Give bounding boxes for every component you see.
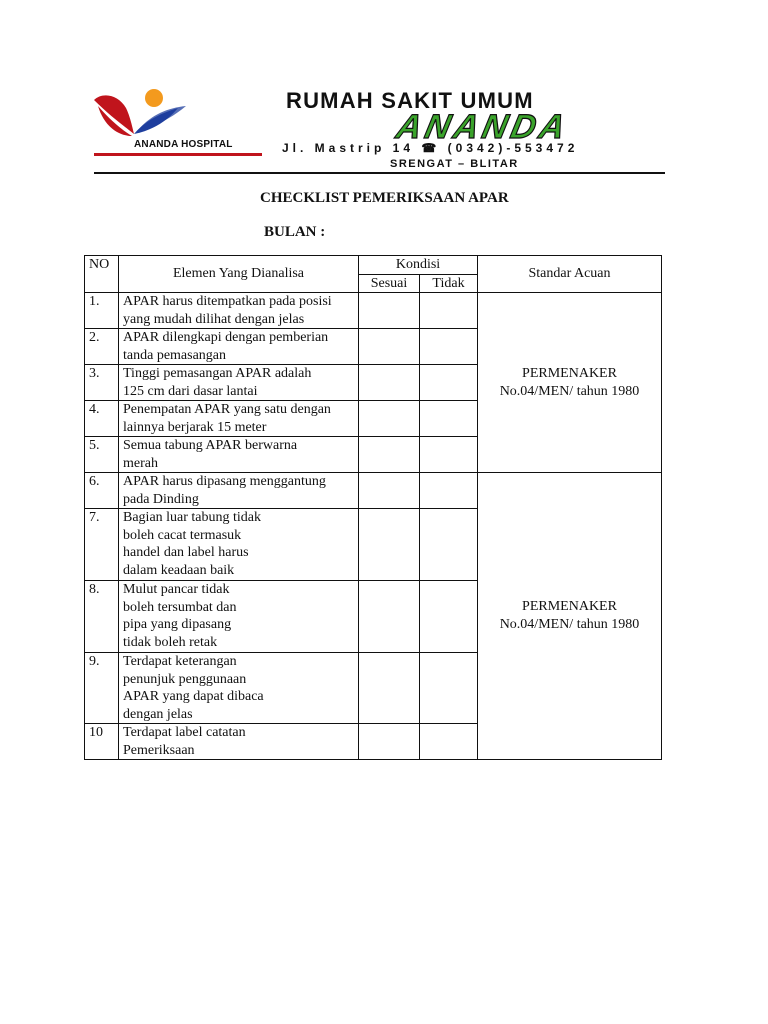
row-element [119,401,359,437]
row-element-line: Tinggi pemasangan APAR adalah [123,366,312,381]
checkbox-sesuai[interactable] [359,509,420,581]
header-not-ok: Tidak [420,274,478,293]
row-element [119,437,359,473]
row-element-line: 125 cm dari dasar lantai [123,383,258,399]
row-element-line: APAR harus ditempatkan pada posisi [123,294,332,309]
row-element-line: Terdapat keterangan [123,654,237,669]
row-element [119,724,359,760]
row-number: 3. [85,365,119,401]
checkbox-tidak[interactable] [420,473,478,509]
header-standard: Standar Acuan [478,256,662,293]
row-number: 4. [85,401,119,437]
standard-reference-2 [478,473,662,760]
row-element-line: penunjuk penggunaan [123,671,247,687]
checkbox-tidak[interactable] [420,365,478,401]
table-row [85,293,662,329]
checkbox-sesuai[interactable] [359,473,420,509]
checkbox-sesuai[interactable] [359,329,420,365]
row-element [119,473,359,509]
row-number: 9. [85,653,119,724]
row-element-line: dalam keadaan baik [123,562,235,578]
standard-line: PERMENAKER [522,599,617,614]
header-ok: Sesuai [359,274,420,293]
document-title: CHECKLIST PEMERIKSAAN APAR [260,190,509,206]
row-element-line: handel dan label harus [123,545,249,560]
row-element-line: pipa yang dipasang [123,617,232,632]
month-label: BULAN : [264,224,326,240]
checkbox-sesuai[interactable] [359,437,420,473]
checkbox-sesuai[interactable] [359,724,420,760]
checkbox-tidak[interactable] [420,653,478,724]
checkbox-sesuai[interactable] [359,653,420,724]
checklist-table [84,255,662,760]
row-element-line: tanda pemasangan [123,347,227,363]
letterhead [0,0,768,185]
row-element-line: Mulut pancar tidak [123,582,230,597]
row-element-line: boleh cacat termasuk [123,527,242,543]
header-condition: Kondisi [359,256,478,275]
row-element [119,653,359,724]
checkbox-tidak[interactable] [420,329,478,365]
hospital-city: SRENGAT – BLITAR [390,158,519,170]
row-element-line: Bagian luar tabung tidak [123,510,262,525]
hospital-type: RUMAH SAKIT UMUM [286,88,534,113]
row-number: 1. [85,293,119,329]
row-number: 7. [85,509,119,581]
row-element [119,365,359,401]
hospital-address: Jl. Mastrip 14 ☎ (0342)-553472 [282,141,579,155]
checkbox-tidak[interactable] [420,724,478,760]
row-element-line: Terdapat label catatan [123,725,246,740]
row-element-line: tidak boleh retak [123,634,218,650]
row-element [119,329,359,365]
table-row [85,473,662,509]
checkbox-tidak[interactable] [420,509,478,581]
hospital-name-text: ANANDA [393,108,573,146]
checkbox-tidak[interactable] [420,293,478,329]
header-element: Elemen Yang Dianalisa [119,256,359,293]
row-element [119,293,359,329]
row-number: 6. [85,473,119,509]
checkbox-sesuai[interactable] [359,401,420,437]
standard-reference-1 [478,293,662,473]
row-number: 2. [85,329,119,365]
row-number: 8. [85,581,119,653]
logo-underline [94,153,262,156]
row-element-line: lainnya berjarak 15 meter [123,419,267,435]
checkbox-sesuai[interactable] [359,365,420,401]
header-divider [94,172,665,174]
row-element-line: Penempatan APAR yang satu dengan [123,402,331,417]
checkbox-tidak[interactable] [420,437,478,473]
standard-line: PERMENAKER [522,365,617,381]
standard-line: No.04/MEN/ tahun 1980 [499,383,640,399]
row-number: 5. [85,437,119,473]
row-element-line: Semua tabung APAR berwarna [123,438,298,453]
row-element-line: APAR dilengkapi dengan pemberian [123,330,329,345]
checkbox-sesuai[interactable] [359,293,420,329]
row-number: 10 [85,724,119,760]
row-element-line: APAR yang dapat dibaca [123,689,264,704]
row-element-line: merah [123,455,158,471]
row-element-line: pada Dinding [123,491,199,507]
checkbox-tidak[interactable] [420,581,478,653]
checkbox-sesuai[interactable] [359,581,420,653]
row-element-line: Pemeriksaan [123,742,195,758]
header-no: NO [85,256,119,293]
row-element [119,509,359,581]
row-element [119,581,359,653]
row-element-line: yang mudah dilihat dengan jelas [123,311,305,327]
checkbox-tidak[interactable] [420,401,478,437]
row-element-line: dengan jelas [123,706,193,722]
row-element-line: boleh tersumbat dan [123,599,237,615]
row-element-line: APAR harus dipasang menggantung [123,474,326,489]
logo-text: ANANDA HOSPITAL [134,139,233,150]
standard-line: No.04/MEN/ tahun 1980 [499,617,640,632]
